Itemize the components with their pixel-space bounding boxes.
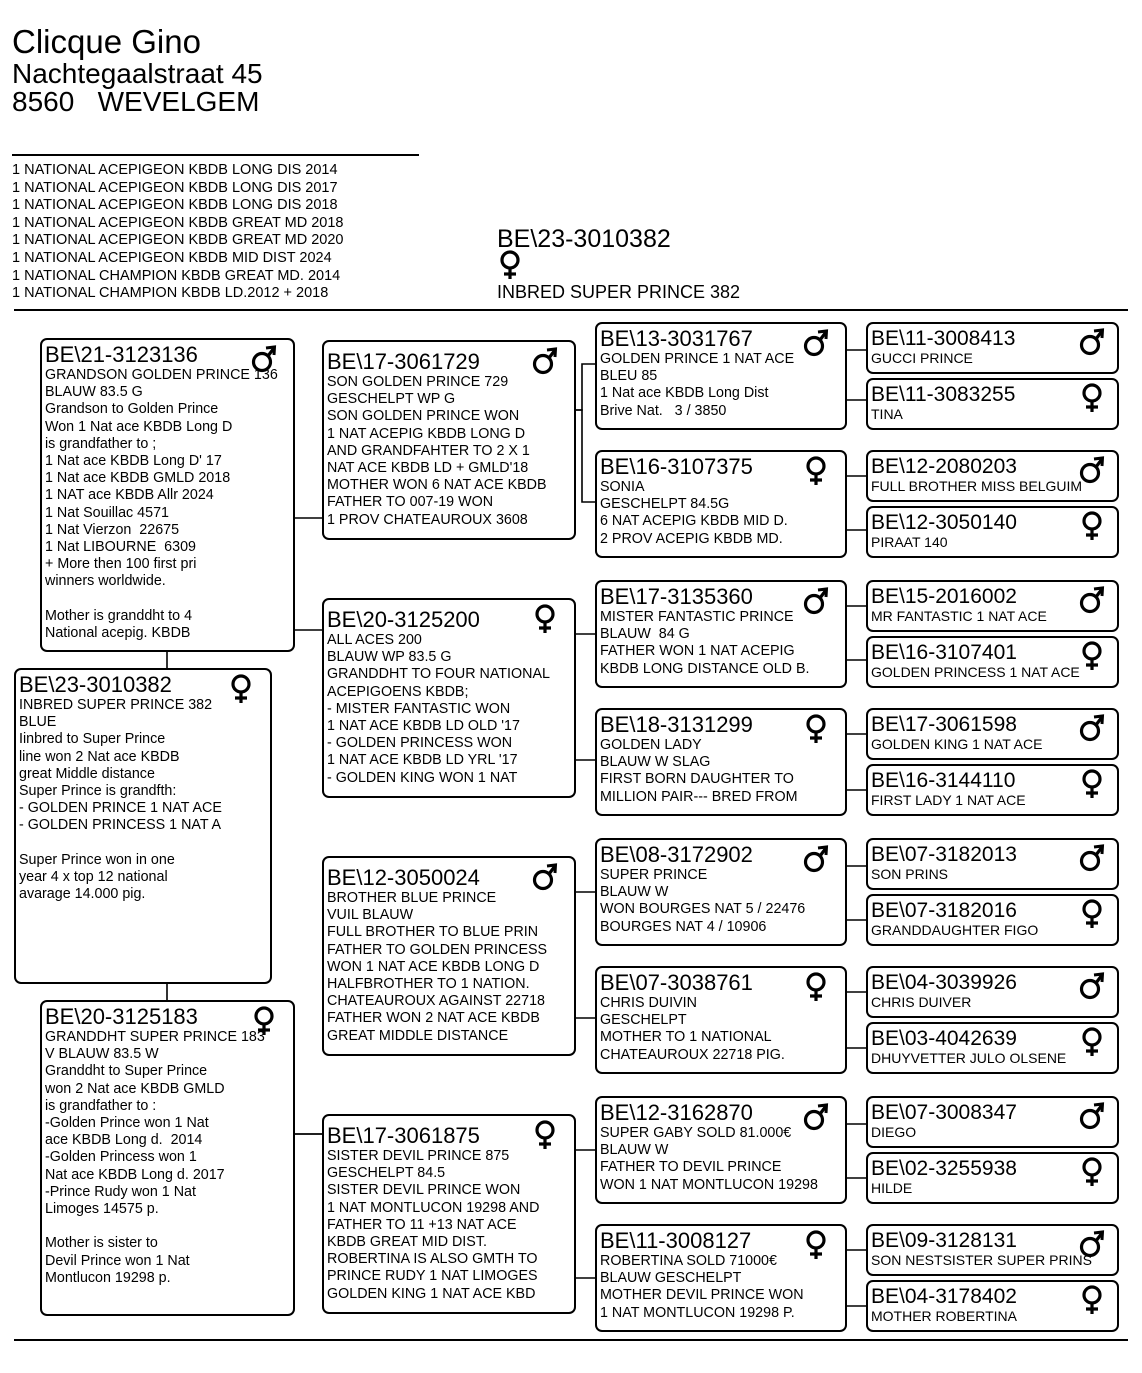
female-icon (1079, 383, 1105, 413)
owner-street: Nachtegaalstraat 45 (12, 58, 263, 89)
female-icon (803, 456, 829, 486)
gen4-ring: BE\04-3178402 (871, 1285, 1017, 1308)
gen4-details: GOLDEN KING 1 NAT ACE (871, 736, 1043, 752)
gen4-card[interactable] (866, 378, 1119, 430)
female-icon (532, 1120, 558, 1150)
female-icon (1079, 1285, 1105, 1315)
gen4-ring: BE\11-3083255 (871, 383, 1016, 406)
achievement-item: 1 NATIONAL ACEPIGEON KBDB GREAT MD 2018 (12, 214, 344, 231)
gen4-details: CHRIS DUIVER (871, 994, 972, 1010)
male-icon (803, 328, 829, 358)
gen4-details: FULL BROTHER MISS BELGUIM (871, 478, 1083, 494)
achievement-item: 1 NATIONAL ACEPIGEON KBDB GREAT MD 2020 (12, 232, 344, 249)
main-ring-number: BE\23-3010382 (497, 225, 671, 253)
gen4-details: DHUYVETTER JULO OLSENE (871, 1050, 1067, 1066)
sire-details: GRANDSON GOLDEN PRINCE 136 BLAUW 83.5 G Grandson to Golden Prince Won 1 Nat ace KBDB Long D is grandfather to ; 1 Nat ace KBDB Long D' 17 1 Nat ace KBDB GMLD 2018 1 NAT ace KBDB Allr 2024 1 Nat Souillac 4571 1 Nat Vierzon 22675 1 Nat LIBOURNE 6309 + More then 100 first pri winners worldwide. Mother is granddht to 4 National acepig. KBDB (45, 367, 278, 642)
male-icon (1079, 327, 1105, 357)
gen4-details: SON PRINS (871, 866, 949, 882)
gen4-card[interactable] (866, 450, 1119, 502)
gen4-card[interactable] (866, 764, 1119, 816)
female-icon (1079, 1157, 1105, 1187)
gen3-details: SUPER PRINCE BLAUW W WON BOURGES NAT 5 / 22476 BOURGES NAT 4 / 10906 (600, 867, 806, 935)
gen4-ring: BE\16-3144110 (871, 769, 1016, 792)
dam-dam-ring: BE\17-3061875 (327, 1123, 480, 1148)
gen4-card[interactable] (866, 322, 1119, 374)
dam-sire-ring: BE\12-3050024 (327, 865, 480, 890)
gen4-ring: BE\02-3255938 (871, 1157, 1017, 1180)
dam-dam-card[interactable] (322, 1114, 576, 1314)
dam-ring: BE\20-3125183 (45, 1004, 198, 1029)
gen3-details: SONIA GESCHELPT 84.5G 6 NAT ACEPIG KBDB MID D. 2 PROV ACEPIG KBDB MD. (600, 479, 788, 547)
gen4-ring: BE\15-2016002 (871, 585, 1017, 608)
subject-details: INBRED SUPER PRINCE 382 BLUE Iinbred to Super Prince line won 2 Nat ace KBDB great Middle distance Super Prince is grandfth: - GOLDEN PRINCE 1 NAT ACE - GOLDEN PRINCESS 1 NAT A Super Prince won in one year 4 x top 12 national avarage 14.000 pig. (19, 697, 222, 903)
achievement-item: 1 NATIONAL ACEPIGEON KBDB MID DIST 2024 (12, 249, 332, 266)
sire-sire-card[interactable] (322, 340, 576, 540)
gen3-ring: BE\08-3172902 (600, 842, 753, 867)
male-icon (1079, 971, 1105, 1001)
achievement-item: 1 NATIONAL ACEPIGEON KBDB LONG DIS 2017 (12, 179, 338, 196)
gen4-card[interactable] (866, 1096, 1119, 1148)
gen3-ring: BE\07-3038761 (600, 970, 753, 995)
gen4-card[interactable] (866, 1280, 1119, 1332)
main-pigeon-name: INBRED SUPER PRINCE 382 (497, 282, 741, 302)
gen4-card[interactable] (866, 966, 1119, 1018)
owner-city: 8560 WEVELGEM (12, 86, 260, 117)
dam-details: GRANDDHT SUPER PRINCE 183 V BLAUW 83.5 W Granddht to Super Prince won 2 Nat ace KBDB GMLD is grandfather to : -Golden Prince won 1 Nat ace KBDB Long d. 2014 -Golden Princess won 1 Nat ace KBDB Long d. 2017 -Prince Rudy won 1 Nat Limoges 14575 p. Mother is sister to Devil Prince won 1 Nat Montlucon 19298 p. (45, 1029, 265, 1286)
gen4-ring: BE\17-3061598 (871, 713, 1017, 736)
gen4-details: GUCCI PRINCE (871, 350, 973, 366)
gen3-details: CHRIS DUIVIN GESCHELPT MOTHER TO 1 NATIONAL CHATEAUROUX 22718 PIG. (600, 995, 785, 1063)
owner-name: Clicque Gino (12, 23, 201, 60)
male-icon (1079, 585, 1105, 615)
sire-dam-ring: BE\20-3125200 (327, 607, 480, 632)
gen3-card[interactable] (595, 580, 847, 688)
gen4-details: FIRST LADY 1 NAT ACE (871, 792, 1026, 808)
dam-sire-card[interactable] (322, 856, 576, 1056)
gen4-ring: BE\07-3182013 (871, 843, 1017, 866)
sire-ring: BE\21-3123136 (45, 342, 198, 367)
male-icon (1079, 455, 1105, 485)
gen4-card[interactable] (866, 506, 1119, 558)
gen4-card[interactable] (866, 636, 1119, 688)
gen3-card[interactable] (595, 1224, 847, 1332)
gen4-details: DIEGO (871, 1124, 917, 1140)
sire-card[interactable] (40, 338, 295, 652)
gen4-card[interactable] (866, 1022, 1119, 1074)
gen4-ring: BE\11-3008413 (871, 327, 1016, 350)
gen4-details: SON NESTSISTER SUPER PRINS (871, 1252, 1092, 1268)
female-icon (1079, 511, 1105, 541)
gen4-details: GOLDEN PRINCESS 1 NAT ACE (871, 664, 1080, 680)
gen4-details: PIRAAT 140 (871, 534, 948, 550)
gen3-card[interactable] (595, 322, 847, 430)
gen3-details: SUPER GABY SOLD 81.000€ BLAUW W FATHER TO DEVIL PRINCE WON 1 NAT MONTLUCON 19298 (600, 1125, 818, 1193)
female-icon (228, 674, 254, 704)
gen4-details: HILDE (871, 1180, 913, 1196)
female-icon (1079, 641, 1105, 671)
gen3-details: MISTER FANTASTIC PRINCE BLAUW 84 G FATHER WON 1 NAT ACEPIG KBDB LONG DISTANCE OLD B. (600, 609, 810, 677)
male-icon (532, 346, 558, 376)
gen4-card[interactable] (866, 838, 1119, 890)
female-icon (803, 972, 829, 1002)
female-icon (803, 714, 829, 744)
gen4-ring: BE\12-3050140 (871, 511, 1017, 534)
dam-card[interactable] (40, 1000, 295, 1316)
gen4-details: MOTHER ROBERTINA (871, 1308, 1017, 1324)
male-icon (1079, 843, 1105, 873)
gen4-ring: BE\07-3182016 (871, 899, 1017, 922)
gen3-card[interactable] (595, 966, 847, 1074)
gen3-details: GOLDEN LADY BLAUW W SLAG FIRST BORN DAUGHTER TO MILLION PAIR--- BRED FROM (600, 737, 798, 805)
gen4-card[interactable] (866, 580, 1119, 632)
male-icon (1079, 1101, 1105, 1131)
male-icon (803, 586, 829, 616)
gen4-details: GRANDDAUGHTER FIGO (871, 922, 1039, 938)
gen4-ring: BE\03-4042639 (871, 1027, 1017, 1050)
male-icon (1079, 713, 1105, 743)
gen3-ring: BE\13-3031767 (600, 326, 753, 351)
female-icon (1079, 1027, 1105, 1057)
gen3-ring: BE\18-3131299 (600, 712, 753, 737)
achievement-item: 1 NATIONAL CHAMPION KBDB LD.2012 + 2018 (12, 285, 329, 302)
gen3-details: GOLDEN PRINCE 1 NAT ACE BLEU 85 1 Nat ace KBDB Long Dist Brive Nat. 3 / 3850 (600, 351, 795, 419)
gen4-card[interactable] (866, 708, 1119, 760)
sire-sire-ring: BE\17-3061729 (327, 349, 480, 374)
achievement-item: 1 NATIONAL CHAMPION KBDB GREAT MD. 2014 (12, 267, 341, 284)
male-icon (1079, 1229, 1105, 1259)
gen3-ring: BE\16-3107375 (600, 454, 753, 479)
subject-card[interactable] (14, 668, 272, 984)
male-icon (803, 1102, 829, 1132)
female-icon (1079, 899, 1105, 929)
gen4-card[interactable] (866, 1224, 1119, 1276)
female-icon (532, 604, 558, 634)
gen4-card[interactable] (866, 1152, 1119, 1204)
gen3-details: ROBERTINA SOLD 71000€ BLAUW GESCHELPT MOTHER DEVIL PRINCE WON 1 NAT MONTLUCON 19298 P. (600, 1253, 804, 1321)
sire-sire-details: SON GOLDEN PRINCE 729 GESCHELPT WP G SON GOLDEN PRINCE WON 1 NAT ACEPIG KBDB LONG D AND GRANDFAHTER TO 2 X 1 NAT ACE KBDB LD + GMLD'18 MOTHER WON 6 NAT ACE KBDB FATHER TO 007-19 WON 1 PROV CHATEAUROUX 3608 (327, 374, 547, 528)
male-icon (803, 844, 829, 874)
gen3-ring: BE\12-3162870 (600, 1100, 753, 1125)
female-icon (1079, 769, 1105, 799)
gen4-details: TINA (871, 406, 903, 422)
gen3-ring: BE\11-3008127 (600, 1228, 752, 1253)
male-icon (251, 344, 277, 374)
gen3-card[interactable] (595, 708, 847, 816)
female-icon (251, 1006, 277, 1036)
dam-sire-details: BROTHER BLUE PRINCE VUIL BLAUW FULL BROTHER TO BLUE PRIN FATHER TO GOLDEN PRINCESS WON 1 NAT ACE KBDB LONG D HALFBROTHER TO 1 NATION. CHATEAUROUX AGAINST 22718 FATHER WON 2 NAT ACE KBDB GREAT MIDDLE DISTANCE (327, 890, 548, 1044)
gen3-card[interactable] (595, 838, 847, 946)
achievement-item: 1 NATIONAL ACEPIGEON KBDB LONG DIS 2018 (12, 197, 338, 214)
sire-dam-details: ALL ACES 200 BLAUW WP 83.5 G GRANDDHT TO FOUR NATIONAL ACEPIGOENS KBDB; - MISTER FANTASTIC WON 1 NAT ACE KBDB LD OLD '17 - GOLDEN PRINCESS WON 1 NAT ACE KBDB LD YRL '17 - GOLDEN KING WON 1 NAT (327, 632, 550, 786)
gen4-ring: BE\09-3128131 (871, 1229, 1017, 1252)
gen4-ring: BE\12-2080203 (871, 455, 1017, 478)
achievement-item: 1 NATIONAL ACEPIGEON KBDB LONG DIS 2014 (12, 162, 338, 178)
gen4-ring: BE\16-3107401 (871, 641, 1017, 664)
sire-dam-card[interactable] (322, 598, 576, 798)
gen4-ring: BE\07-3008347 (871, 1101, 1017, 1124)
male-icon (532, 862, 558, 892)
subject-ring: BE\23-3010382 (19, 672, 172, 697)
gen4-card[interactable] (866, 894, 1119, 946)
gen3-card[interactable] (595, 1096, 847, 1204)
gen4-details: MR FANTASTIC 1 NAT ACE (871, 608, 1047, 624)
dam-dam-details: SISTER DEVIL PRINCE 875 GESCHELPT 84.5 SISTER DEVIL PRINCE WON 1 NAT MONTLUCON 19298 AND FATHER TO 11 +13 NAT ACE KBDB GREAT MID DIST. ROBERTINA IS ALSO GMTH TO PRINCE RUDY 1 NAT LIMOGES GOLDEN KING 1 NAT ACE KBD (327, 1148, 540, 1302)
gen3-card[interactable] (595, 450, 847, 558)
female-icon (803, 1230, 829, 1260)
gen4-ring: BE\04-3039926 (871, 971, 1017, 994)
gen3-ring: BE\17-3135360 (600, 584, 753, 609)
